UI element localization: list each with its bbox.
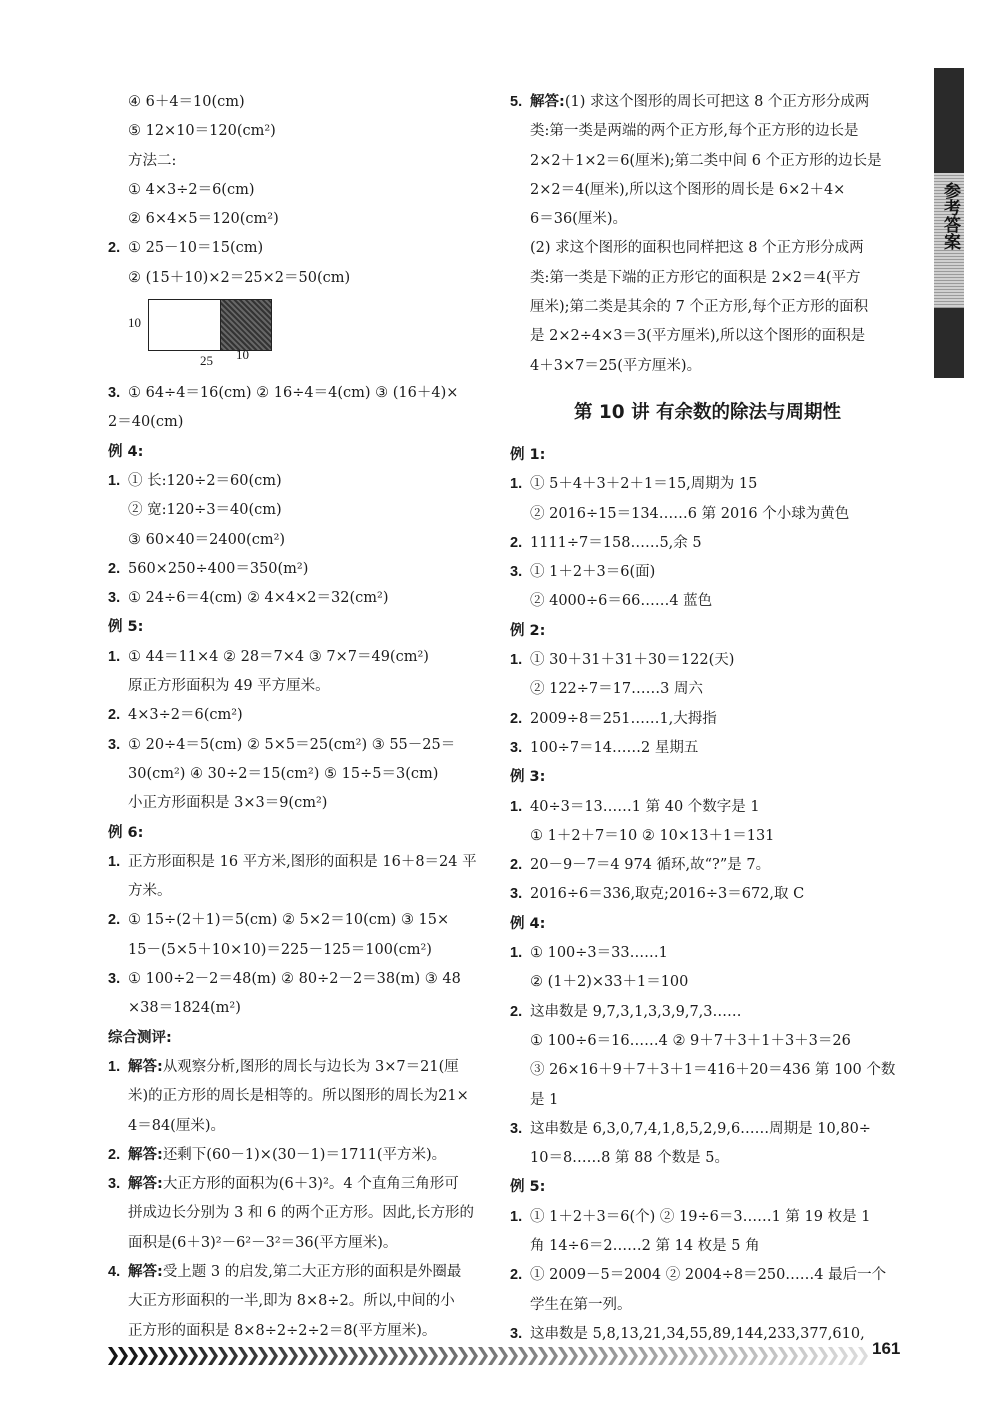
- footer-chevron: [258, 1347, 268, 1365]
- footer-chevron: [808, 1347, 818, 1365]
- answer-text: 2×2＝4(厘米),所以这个图形的周长是 6×2＋4×: [530, 181, 846, 198]
- answer-text: 方米。: [128, 883, 172, 900]
- answer-line: [108, 1082, 498, 1111]
- answer-text: 这串数是 5,8,13,21,34,55,89,144,233,377,610,: [530, 1325, 865, 1342]
- footer-chevron: [488, 1347, 498, 1365]
- figure-left-label: 10: [128, 315, 141, 331]
- answer-line: [510, 147, 905, 176]
- answer-line: [510, 1291, 905, 1320]
- answer-text: 40÷3＝13……1 第 40 个数字是 1: [530, 798, 760, 815]
- footer-chevron: [248, 1347, 258, 1365]
- answer-text: 2016÷6＝336,取克;2016÷3＝672,取 C: [530, 886, 805, 903]
- answer-line: [510, 646, 905, 675]
- footer-chevron: [668, 1347, 678, 1365]
- answer-text: 方法二:: [128, 152, 177, 169]
- answer-line: [510, 1086, 905, 1115]
- answer-line: [510, 205, 905, 234]
- left-column: [108, 88, 498, 1346]
- footer-chevron: [598, 1347, 608, 1365]
- answer-line: [108, 379, 498, 408]
- footer-chevron: [508, 1347, 518, 1365]
- item-number: 3.: [108, 971, 121, 988]
- item-number: 2.: [510, 1003, 523, 1020]
- footer-chevron: [688, 1347, 698, 1365]
- answer-line: [108, 147, 498, 176]
- example-heading: 例 1:: [510, 446, 546, 463]
- footer-chevron: [588, 1347, 598, 1365]
- answer-text: ① 64÷4＝16(cm) ② 16÷4＝4(cm) ③ (16＋4)×: [128, 385, 459, 402]
- answer-text: 类:第一类是两端的两个正方形,每个正方形的边长是: [530, 123, 859, 140]
- answer-line: [510, 117, 905, 146]
- answer-text: 这串数是 6,3,0,7,4,1,8,5,2,9,6……周期是 10,80÷: [530, 1120, 871, 1137]
- item-number: 3.: [108, 736, 121, 753]
- footer-chevron: [498, 1347, 508, 1365]
- answer-text: 10＝8……8 第 88 个数是 5。: [530, 1150, 730, 1167]
- item-number: 2.: [510, 534, 523, 551]
- item-number: 2.: [108, 240, 121, 257]
- answer-text: ② 2016÷15＝134……6 第 2016 个小球为黄色: [530, 505, 850, 522]
- answer-line: [510, 176, 905, 205]
- answer-text: 正方形的面积是 8×8÷2÷2÷2＝8(平方厘米)。: [128, 1322, 437, 1339]
- example-heading: 例 6:: [108, 824, 144, 841]
- answer-line: [510, 558, 905, 587]
- answer-line: [510, 1320, 905, 1349]
- answer-line: [510, 822, 905, 851]
- footer-chevron: [428, 1347, 438, 1365]
- answer-text: 拼成边长分别为 3 和 6 的两个正方形。因此,长方形的: [128, 1205, 474, 1222]
- answer-line: [108, 1229, 498, 1258]
- item-number: 3.: [510, 1120, 523, 1137]
- page-number: 161: [872, 1339, 901, 1358]
- footer-chevron: [388, 1347, 398, 1365]
- answer-line: [510, 470, 905, 499]
- answer-text: 4＋3×7＝25(平方厘米)。: [530, 357, 702, 374]
- footer-chevron: [268, 1347, 278, 1365]
- footer-chevron: [408, 1347, 418, 1365]
- answer-line: [108, 701, 498, 730]
- item-number: 3.: [510, 886, 523, 903]
- answer-text: 6＝36(厘米)。: [530, 211, 627, 228]
- answer-line: [510, 529, 905, 558]
- item-number: 2.: [510, 1267, 523, 1284]
- answer-text: ② (15＋10)×2＝25×2＝50(cm): [128, 269, 351, 286]
- answer-line: [108, 176, 498, 205]
- answer-text: 2×2＋1×2＝6(厘米);第二类中间 6 个正方形的边长是: [530, 152, 882, 169]
- footer-chevron: [748, 1347, 758, 1365]
- footer-chevron: [478, 1347, 488, 1365]
- item-number: 1.: [510, 945, 523, 962]
- footer-chevron: [638, 1347, 648, 1365]
- answer-keyword: 解答:: [128, 1146, 163, 1163]
- answer-line: [510, 1056, 905, 1085]
- item-number: 2.: [108, 1146, 121, 1163]
- answer-text: ① 20÷4＝5(cm) ② 5×5＝25(cm²) ③ 55－25＝: [128, 736, 456, 753]
- example-heading: 例 3:: [510, 769, 546, 786]
- answer-text: 面积是(6＋3)²－6²－3²＝36(平方厘米)。: [128, 1234, 398, 1251]
- answer-line: [510, 793, 905, 822]
- item-number: 1.: [108, 472, 121, 489]
- answer-text: 小正方形面积是 3×3＝9(cm²): [128, 795, 328, 812]
- answer-line: [108, 264, 498, 293]
- footer-chevron: [568, 1347, 578, 1365]
- answer-text: ① 2009－5＝2004 ② 2004÷8＝250……4 最后一个: [530, 1267, 887, 1284]
- answer-text: 4＝84(厘米)。: [128, 1117, 225, 1134]
- footer-chevron: [768, 1347, 778, 1365]
- footer-chevron: [708, 1347, 718, 1365]
- answer-line: [510, 352, 905, 381]
- answer-line: [108, 467, 498, 496]
- footer-chevron-bar: [108, 1347, 868, 1367]
- footer-chevron: [318, 1347, 328, 1365]
- answer-line: [510, 293, 905, 322]
- item-number: 2.: [108, 912, 121, 929]
- answer-line: [510, 880, 905, 909]
- footer-chevron: [658, 1347, 668, 1365]
- answer-line: [510, 500, 905, 529]
- answer-text: ×38＝1824(m²): [128, 1000, 241, 1017]
- answer-line: [108, 760, 498, 789]
- answer-line: [510, 88, 905, 117]
- footer-chevron: [198, 1347, 208, 1365]
- example-heading: 综合测评:: [108, 1029, 172, 1046]
- answer-line: [108, 877, 498, 906]
- answer-text: 受上题 3 的启发,第二大正方形的面积是外圈最: [162, 1263, 462, 1280]
- answer-line: [108, 584, 498, 613]
- footer-chevron: [128, 1347, 138, 1365]
- answer-line: [510, 1027, 905, 1056]
- answer-line: [510, 939, 905, 968]
- answer-line: [108, 1287, 498, 1316]
- answer-text: ① 100÷3＝33……1: [530, 945, 668, 962]
- answer-keyword: 解答:: [128, 1176, 163, 1193]
- footer-chevron: [178, 1347, 188, 1365]
- answer-line: [510, 998, 905, 1027]
- footer-chevron: [788, 1347, 798, 1365]
- footer-chevron: [558, 1347, 568, 1365]
- answer-line: [108, 1141, 498, 1170]
- footer-chevron: [648, 1347, 658, 1365]
- example-heading: 例 5:: [510, 1179, 546, 1196]
- answer-text: ③ 60×40＝2400(cm²): [128, 531, 286, 548]
- footer-chevron: [308, 1347, 318, 1365]
- answer-text: ① 25－10＝15(cm): [128, 240, 264, 257]
- footer-chevron: [228, 1347, 238, 1365]
- answer-line: [510, 675, 905, 704]
- footer-chevron: [798, 1347, 808, 1365]
- answer-text: 4×3÷2＝6(cm²): [128, 707, 243, 724]
- item-number: 1.: [510, 476, 523, 493]
- answer-line: [510, 1144, 905, 1173]
- answer-text: 学生在第一列。: [530, 1296, 632, 1313]
- figure-shaded-rect: [220, 299, 272, 351]
- answer-text: ① 100÷6＝16……4 ② 9＋7＋3＋1＋3＋3＝26: [530, 1032, 851, 1049]
- item-number: 1.: [108, 648, 121, 665]
- footer-chevron: [608, 1347, 618, 1365]
- footer-chevron: [818, 1347, 828, 1365]
- answer-text: 这串数是 9,7,3,1,3,3,9,7,3……: [530, 1003, 742, 1020]
- item-number: 3.: [108, 385, 121, 402]
- section-title: 第 10 讲 有余数的除法与周期性: [573, 401, 842, 423]
- answer-keyword: 解答:: [128, 1058, 163, 1075]
- answer-text: ① 44＝11×4 ② 28＝7×4 ③ 7×7＝49(cm²): [128, 648, 429, 665]
- item-number: 2.: [108, 560, 121, 577]
- footer-chevron: [118, 1347, 128, 1365]
- answer-text: ② 宽:120÷3＝40(cm): [128, 502, 282, 519]
- answer-line: [108, 1199, 498, 1228]
- answer-line: [510, 1261, 905, 1290]
- footer-chevron: [418, 1347, 428, 1365]
- footer-chevron: [468, 1347, 478, 1365]
- footer-chevron: [518, 1347, 528, 1365]
- answer-line: [510, 234, 905, 263]
- answer-text: 大正方形面积的一半,即为 8×8÷2。所以,中间的小: [128, 1293, 455, 1310]
- answer-text: 是 1: [530, 1091, 559, 1108]
- answer-text: ② 6×4×5＝120(cm²): [128, 211, 279, 228]
- answer-line: [108, 906, 498, 935]
- item-number: 3.: [510, 1325, 523, 1342]
- answer-text: ② (1＋2)×33＋1＝100: [530, 974, 689, 991]
- footer-chevron: [858, 1347, 868, 1365]
- answer-text: (2) 求这个图形的面积也同样把这 8 个正方形分成两: [530, 240, 864, 257]
- answer-line: [510, 851, 905, 880]
- item-number: 4.: [108, 1263, 121, 1280]
- item-number: 3.: [108, 1176, 121, 1193]
- answer-text: ① 1＋2＋3＝6(面): [530, 564, 656, 581]
- answer-text: ① 长:120÷2＝60(cm): [128, 472, 282, 489]
- answer-text: ⑤ 12×10＝120(cm²): [128, 123, 276, 140]
- answer-text: 还剩下(60－1)×(30－1)＝1711(平方米)。: [162, 1146, 447, 1163]
- footer-chevron: [738, 1347, 748, 1365]
- answer-text: 560×250÷400＝350(m²): [128, 560, 309, 577]
- answer-text: 2＝40(cm): [108, 414, 184, 431]
- footer-chevron: [758, 1347, 768, 1365]
- answer-line: [510, 705, 905, 734]
- answer-text: 厘米);第二类是其余的 7 个正方形,每个正方形的面积: [530, 299, 869, 316]
- footer-chevron: [698, 1347, 708, 1365]
- footer-chevron: [378, 1347, 388, 1365]
- answer-text: (1) 求这个图形的周长可把这 8 个正方形分成两: [564, 94, 870, 110]
- footer-chevron: [148, 1347, 158, 1365]
- footer-chevron: [348, 1347, 358, 1365]
- footer-chevron: [838, 1347, 848, 1365]
- answer-line: [108, 408, 498, 437]
- answer-line: [108, 789, 498, 818]
- figure-bottom-right-label: 10: [236, 347, 249, 363]
- footer-chevron: [218, 1347, 228, 1365]
- answer-text: 大正方形的面积为(6＋3)²。4 个直角三角形可: [162, 1176, 459, 1193]
- example-heading: 例 5:: [108, 619, 144, 636]
- item-number: 2.: [108, 707, 121, 724]
- footer-chevron: [458, 1347, 468, 1365]
- footer-chevron: [548, 1347, 558, 1365]
- answer-line: [108, 936, 498, 965]
- answer-line: [510, 1203, 905, 1232]
- answer-line: [510, 734, 905, 763]
- answer-text: 20－9－7＝4 974 循环,故“?”是 7。: [530, 857, 771, 874]
- footer-chevron: [208, 1347, 218, 1365]
- answer-text: ① 1＋2＋3＝6(个) ② 19÷6＝3……1 第 19 枚是 1: [530, 1208, 871, 1225]
- answer-text: 是 2×2÷4×3＝3(平方厘米),所以这个图形的面积是: [530, 328, 866, 345]
- footer-chevron: [828, 1347, 838, 1365]
- answer-text: ③ 26×16＋9＋7＋3＋1＝416＋20＝436 第 100 个数: [530, 1062, 896, 1079]
- footer-chevron: [138, 1347, 148, 1365]
- right-column: [510, 88, 905, 1349]
- answer-line: [108, 526, 498, 555]
- item-number: 1.: [510, 798, 523, 815]
- footer-chevron: [848, 1347, 858, 1365]
- footer-chevron: [288, 1347, 298, 1365]
- answer-text: ① 30＋31＋31＋30＝122(天): [530, 652, 735, 669]
- answer-text: 30(cm²) ④ 30÷2＝15(cm²) ⑤ 15÷5＝3(cm): [128, 765, 439, 782]
- answer-line: [108, 848, 498, 877]
- item-number: 1.: [108, 1058, 121, 1075]
- answer-line: [510, 968, 905, 997]
- answer-text: ① 5＋4＋3＋2＋1＝15,周期为 15: [530, 476, 758, 493]
- footer-chevron: [188, 1347, 198, 1365]
- answer-text: 原正方形面积为 49 平方厘米。: [128, 678, 330, 695]
- answer-line: [108, 555, 498, 584]
- footer-chevron: [448, 1347, 458, 1365]
- footer-chevron: [778, 1347, 788, 1365]
- footer-chevron: [538, 1347, 548, 1365]
- item-number: 1.: [510, 652, 523, 669]
- answer-line: [510, 1232, 905, 1261]
- answer-text: 米)的正方形的周长是相等的。所以图形的周长为21×: [128, 1088, 469, 1105]
- answer-text: 正方形面积是 16 平方米,图形的面积是 16＋8＝24 平: [128, 853, 477, 870]
- answer-text: ① 15÷(2＋1)＝5(cm) ② 5×2＝10(cm) ③ 15×: [128, 912, 450, 929]
- answer-text: ④ 6＋4＝10(cm): [128, 94, 245, 110]
- answer-line: [108, 205, 498, 234]
- footer-chevron: [398, 1347, 408, 1365]
- item-number: 2.: [510, 710, 523, 727]
- item-number: 1.: [108, 853, 121, 870]
- footer-chevron: [678, 1347, 688, 1365]
- answer-text: ① 100÷2－2＝48(m) ② 80÷2－2＝38(m) ③ 48: [128, 971, 461, 988]
- answer-line: [108, 1258, 498, 1287]
- answer-keyword: 解答:: [530, 94, 565, 110]
- answer-line: [108, 1170, 498, 1199]
- footer-chevron: [168, 1347, 178, 1365]
- answer-line: [108, 496, 498, 525]
- footer-chevron: [528, 1347, 538, 1365]
- answer-line: [108, 731, 498, 760]
- footer-chevron: [358, 1347, 368, 1365]
- answer-line: [510, 322, 905, 351]
- footer-chevron: [108, 1347, 118, 1365]
- answer-line: [108, 1112, 498, 1141]
- answer-text: 15－(5×5＋10×10)＝225－125＝100(cm²): [128, 941, 432, 958]
- answer-line: [108, 117, 498, 146]
- footer-chevron: [728, 1347, 738, 1365]
- footer-chevron: [328, 1347, 338, 1365]
- answer-text: 从观察分析,图形的周长与边长为 3×7＝21(厘: [162, 1058, 459, 1075]
- answer-text: ② 4000÷6＝66……4 蓝色: [530, 593, 713, 610]
- answer-keyword: 解答:: [128, 1263, 163, 1280]
- answer-line: [108, 1053, 498, 1082]
- answer-line: [108, 643, 498, 672]
- item-number: 1.: [510, 1208, 523, 1225]
- item-number: 3.: [510, 564, 523, 581]
- figure-bottom-left-label: 25: [200, 353, 213, 369]
- footer-chevron: [338, 1347, 348, 1365]
- example-heading: 例 4:: [108, 443, 144, 460]
- rectangle-figure: [108, 293, 498, 379]
- answer-line: [510, 264, 905, 293]
- answer-text: ① 4×3÷2＝6(cm): [128, 181, 255, 198]
- footer-chevron: [238, 1347, 248, 1365]
- footer-chevron: [368, 1347, 378, 1365]
- answer-text: ① 1＋2＋7＝10 ② 10×13＋1＝131: [530, 827, 775, 844]
- footer-chevron: [158, 1347, 168, 1365]
- footer-chevron: [438, 1347, 448, 1365]
- footer-chevron: [628, 1347, 638, 1365]
- item-number: 2.: [510, 857, 523, 874]
- footer-chevron: [578, 1347, 588, 1365]
- item-number: 3.: [510, 739, 523, 756]
- figure-white-rect: [148, 299, 221, 351]
- answer-line: [510, 1115, 905, 1144]
- answer-text: ② 122÷7＝17……3 周六: [530, 681, 703, 698]
- answer-text: 2009÷8＝251……1,大拇指: [530, 710, 717, 727]
- footer-chevron: [278, 1347, 288, 1365]
- answer-line: [510, 587, 905, 616]
- footer-chevron: [298, 1347, 308, 1365]
- answer-line: [108, 88, 498, 117]
- answer-text: ① 24÷6＝4(cm) ② 4×4×2＝32(cm²): [128, 590, 389, 607]
- answer-text: 角 14÷6＝2……2 第 14 枚是 5 角: [530, 1237, 760, 1254]
- answer-line: [108, 994, 498, 1023]
- answer-line: [108, 672, 498, 701]
- answer-text: 100÷7＝14……2 星期五: [530, 739, 699, 756]
- footer-chevron: [618, 1347, 628, 1365]
- footer-chevron: [718, 1347, 728, 1365]
- item-number: 3.: [108, 590, 121, 607]
- answer-text: 1111÷7＝158……5,余 5: [530, 534, 702, 551]
- item-number: 5.: [510, 94, 523, 110]
- answer-line: [108, 965, 498, 994]
- answer-line: [108, 1317, 498, 1346]
- answer-text: 类:第一类是下端的正方形它的面积是 2×2＝4(平方: [530, 269, 861, 286]
- example-heading: 例 4:: [510, 915, 546, 932]
- answer-line: [108, 234, 498, 263]
- side-tab-label: 参考答案: [940, 182, 960, 250]
- example-heading: 例 2:: [510, 622, 546, 639]
